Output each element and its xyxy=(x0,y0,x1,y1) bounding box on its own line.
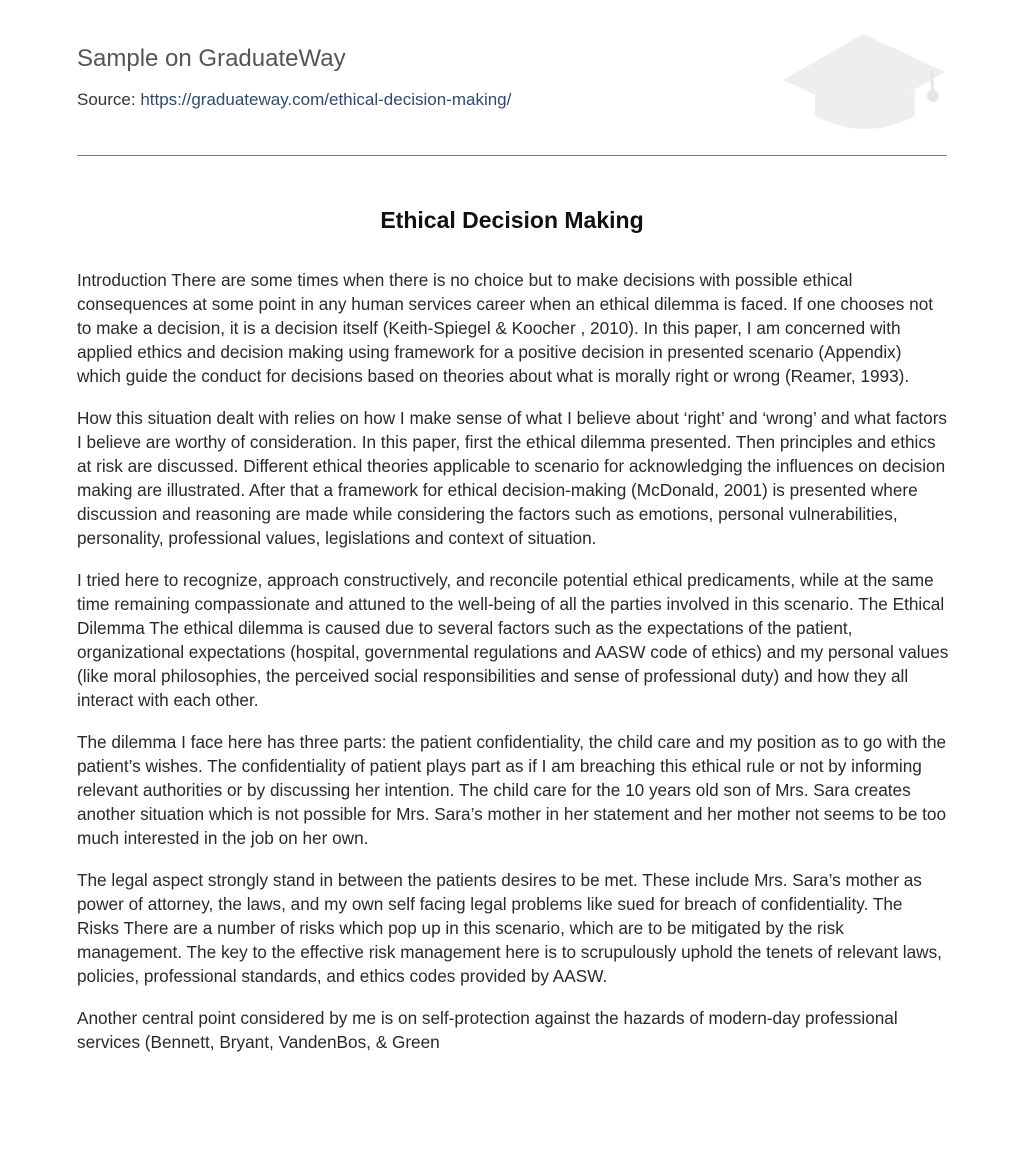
essay-paragraph: How this situation dealt with relies on how I make sense of what I believe about ‘right’ and ‘wrong’ and what factors I believe are worthy of consideration. In this paper, first the ethical dilemma presented. Then principles and ethics at risk are discussed. Different ethical theories applicable to scenario for acknowledging the influences on decision making are illustrated. After that a framework for ethical decision-making (McDonald, 2001) is presented where discussion and reasoning are made while considering the factors such as emotions, personal vulnerabilities, personality, professional values, legislations and context of situation. xyxy=(77,408,948,548)
header-divider xyxy=(77,155,947,156)
essay-paragraph: The legal aspect strongly stand in between the patients desires to be met. These include Mrs. Sara’s mother as power of attorney, the laws, and my own self facing legal problems like sued for breach of confidentiality. The Risks There are a number of risks which pop up in this scenario, which are to be mitigated by the risk management. The key to the effective risk management here is to scrupulously uphold the tenets of relevant laws, policies, professional standards, and ethics codes provided by AASW. xyxy=(77,870,942,986)
essay-title: Ethical Decision Making xyxy=(380,207,644,233)
source-link[interactable]: https://graduateway.com/ethical-decision-making/ xyxy=(140,90,512,109)
essay-paragraph: Another central point considered by me is on self-protection against the hazards of modern-day professional services (Bennett, Bryant, VandenBos, & Green xyxy=(77,1008,898,1052)
site-title: Sample on GraduateWay xyxy=(77,45,346,72)
essay-paragraph: Introduction There are some times when there is no choice but to make decisions with possible ethical consequences at some point in any human services career when an ethical dilemma is faced. If one chooses not to make a decision, it is a decision itself (Keith-Spiegel & Koocher , 2010). In this paper, I am concerned with applied ethics and decision making using framework for a positive decision in presented scenario (Appendix) which guide the conduct for decisions based on theories about what is morally right or wrong (Reamer, 1993). xyxy=(77,270,934,386)
source-line xyxy=(77,89,511,111)
essay-body xyxy=(77,268,949,1072)
essay-paragraph: The dilemma I face here has three parts: the patient confidentiality, the child care and my position as to go with the patient’s wishes. The confidentiality of patient plays part as if I am breaching this ethical rule or not by informing relevant authorities or by discussing her intention. The child care for the 10 years old son of Mrs. Sara creates another situation which is not possible for Mrs. Sara’s mother in her statement and her mother not seems to be too much interested in the job on her own. xyxy=(77,732,947,848)
source-label: Source: xyxy=(77,90,136,109)
page-header xyxy=(77,0,947,156)
essay-paragraph: I tried here to recognize, approach constructively, and reconcile potential ethical predicaments, while at the same time remaining compassionate and attuned to the well-being of all the parties involved in this scenario. The Ethical Dilemma The ethical dilemma is caused due to several factors such as the expectations of the patient, organizational expectations (hospital, governmental regulations and AASW code of ethics) and my personal values (like moral philosophies, the perceived social responsibilities and sense of professional duty) and how they all interact with each other. xyxy=(77,570,949,710)
graduation-cap-icon xyxy=(781,30,947,134)
